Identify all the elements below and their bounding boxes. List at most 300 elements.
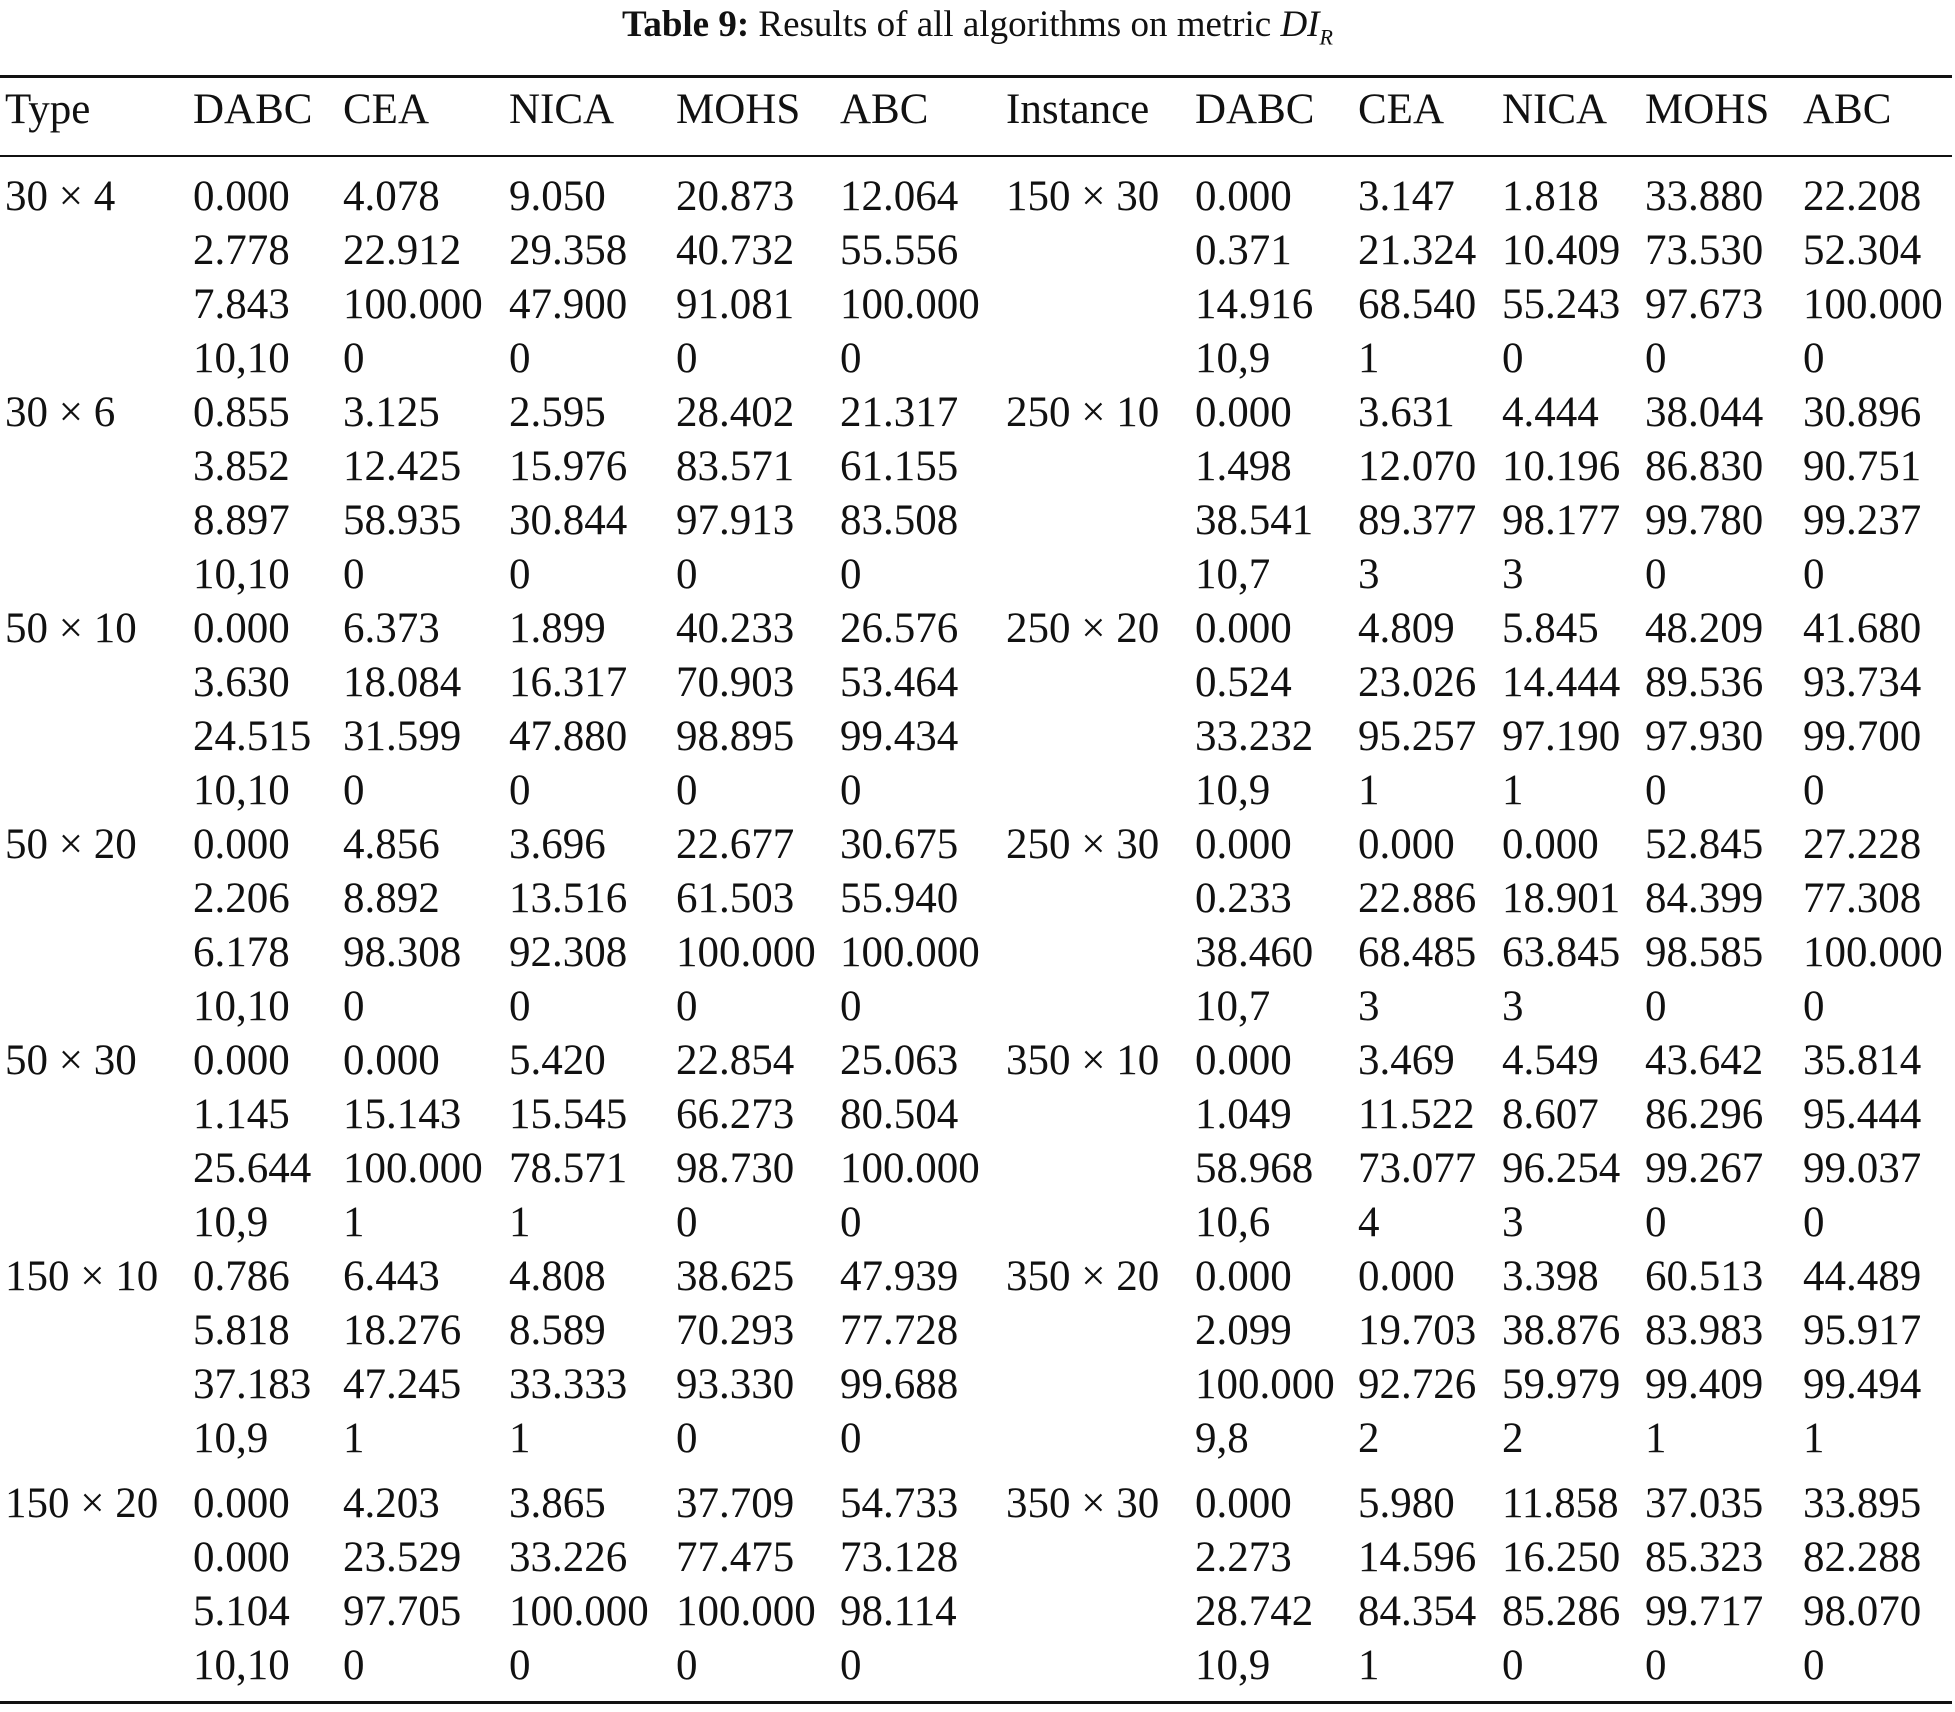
table-cell: 0 (509, 983, 531, 1030)
table-cell: 98.114 (840, 1588, 957, 1635)
table-cell: 93.734 (1803, 659, 1922, 706)
row-instance-label: 350 × 30 (1006, 1480, 1160, 1527)
table-cell: 3.696 (509, 821, 606, 868)
table-cell: 99.267 (1645, 1145, 1764, 1192)
table-cell: 77.308 (1803, 875, 1922, 922)
table-cell: 98.308 (343, 929, 462, 976)
table-cell: 97.930 (1645, 713, 1764, 760)
caption-metric (1280, 4, 1333, 50)
table-cell: 99.688 (840, 1361, 959, 1408)
table-cell: 0.000 (1195, 1253, 1292, 1300)
table-cell: 78.571 (509, 1145, 628, 1192)
table-cell: 86.830 (1645, 443, 1764, 490)
caption-metric-base: DI (1280, 4, 1320, 45)
table-cell: 14.596 (1358, 1534, 1477, 1581)
table-cell: 0 (840, 983, 862, 1030)
table-cell: 0.000 (193, 1480, 290, 1527)
table-cell: 18.901 (1502, 875, 1621, 922)
table-cell: 47.939 (840, 1253, 959, 1300)
column-header: DABC (193, 86, 313, 133)
table-cell: 55.243 (1502, 281, 1621, 328)
table-cell: 83.508 (840, 497, 959, 544)
table-cell: 38.460 (1195, 929, 1314, 976)
column-header: Instance (1006, 86, 1150, 133)
table-cell: 30.844 (509, 497, 628, 544)
table-cell: 16.250 (1502, 1534, 1621, 1581)
table-cell: 86.296 (1645, 1091, 1764, 1138)
table-cell: 61.155 (840, 443, 959, 490)
caption-text: Results of all algorithms on metric (758, 4, 1272, 45)
table-cell: 2.099 (1195, 1307, 1292, 1354)
table-cell: 1 (1358, 767, 1380, 814)
table-cell: 4.856 (343, 821, 440, 868)
table-cell: 0.000 (1195, 605, 1292, 652)
table-cell: 53.464 (840, 659, 959, 706)
row-type-label: 150 × 20 (5, 1480, 159, 1527)
table-cell: 28.742 (1195, 1588, 1314, 1635)
table-cell: 22.912 (343, 227, 462, 274)
table-cell: 8.897 (193, 497, 290, 544)
table-cell: 100.000 (1195, 1361, 1335, 1408)
table-cell: 10,7 (1195, 551, 1271, 598)
table-cell: 73.128 (840, 1534, 959, 1581)
table-cell: 0.000 (1502, 821, 1599, 868)
table-cell: 73.530 (1645, 227, 1764, 274)
table-cell: 92.726 (1358, 1361, 1477, 1408)
table-cell: 1.818 (1502, 173, 1599, 220)
table-cell: 33.226 (509, 1534, 628, 1581)
table-cell: 0.000 (1358, 821, 1455, 868)
table-cell: 77.475 (676, 1534, 795, 1581)
table-cell: 5.980 (1358, 1480, 1455, 1527)
table-cell: 0 (1803, 1642, 1825, 1689)
table-cell: 5.104 (193, 1588, 290, 1635)
table-cell: 0.000 (193, 1534, 290, 1581)
column-header: DABC (1195, 86, 1315, 133)
table-cell: 0.000 (1358, 1253, 1455, 1300)
table-cell: 3.630 (193, 659, 290, 706)
table-cell: 12.064 (840, 173, 959, 220)
table-cell: 2.273 (1195, 1534, 1292, 1581)
column-header: CEA (343, 86, 429, 133)
table-cell: 95.917 (1803, 1307, 1922, 1354)
table-cell: 10.409 (1502, 227, 1621, 274)
table-cell: 18.276 (343, 1307, 462, 1354)
table-cell: 26.576 (840, 605, 959, 652)
table-cell: 99.717 (1645, 1588, 1764, 1635)
table-cell: 4.078 (343, 173, 440, 220)
table-cell: 0.000 (1195, 821, 1292, 868)
table-cell: 9,8 (1195, 1415, 1249, 1462)
table-cell: 38.541 (1195, 497, 1314, 544)
table-cell: 0 (343, 983, 365, 1030)
table-cell: 1 (509, 1199, 531, 1246)
table-cell: 0 (509, 1642, 531, 1689)
table-cell: 10,10 (193, 983, 290, 1030)
column-header: MOHS (1645, 86, 1770, 133)
table-cell: 0 (676, 1415, 698, 1462)
table-cell: 77.728 (840, 1307, 959, 1354)
table-cell: 100.000 (676, 929, 816, 976)
table-cell: 22.677 (676, 821, 795, 868)
table-cell: 5.818 (193, 1307, 290, 1354)
table-cell: 44.489 (1803, 1253, 1922, 1300)
table-cell: 10,6 (1195, 1199, 1271, 1246)
table-cell: 58.968 (1195, 1145, 1314, 1192)
table-cell: 0 (343, 767, 365, 814)
table-cell: 100.000 (343, 281, 483, 328)
table-cell: 84.354 (1358, 1588, 1477, 1635)
table-cell: 98.070 (1803, 1588, 1922, 1635)
table-cell: 8.892 (343, 875, 440, 922)
table-cell: 0 (1645, 1199, 1667, 1246)
table-cell: 22.208 (1803, 173, 1922, 220)
row-instance-label: 350 × 20 (1006, 1253, 1160, 1300)
row-type-label: 50 × 20 (5, 821, 137, 868)
table-cell: 95.257 (1358, 713, 1477, 760)
table-cell: 83.983 (1645, 1307, 1764, 1354)
table-cell: 0 (509, 767, 531, 814)
table-cell: 0.000 (193, 821, 290, 868)
table-cell: 11.858 (1502, 1480, 1619, 1527)
table-cell: 100.000 (1803, 281, 1943, 328)
table-cell: 54.733 (840, 1480, 959, 1527)
table-cell: 35.814 (1803, 1037, 1922, 1084)
table-cell: 4.809 (1358, 605, 1455, 652)
table-cell: 3.125 (343, 389, 440, 436)
table-cell: 0 (1803, 1199, 1825, 1246)
table-cell: 0 (676, 551, 698, 598)
table-cell: 1 (343, 1199, 365, 1246)
table-cell: 89.377 (1358, 497, 1477, 544)
table-cell: 99.494 (1803, 1361, 1922, 1408)
table-cell: 100.000 (1803, 929, 1943, 976)
table-cell: 30.896 (1803, 389, 1922, 436)
table-cell: 0 (343, 551, 365, 598)
table-cell: 24.515 (193, 713, 312, 760)
table-cell: 3.147 (1358, 173, 1455, 220)
table-cell: 5.420 (509, 1037, 606, 1084)
table-cell: 1.498 (1195, 443, 1292, 490)
table-cell: 82.288 (1803, 1534, 1922, 1581)
table-cell: 100.000 (840, 929, 980, 976)
table-cell: 10,10 (193, 335, 290, 382)
table-cell: 98.177 (1502, 497, 1621, 544)
table-cell: 3 (1502, 1199, 1524, 1246)
table-cell: 1.899 (509, 605, 606, 652)
table-cell: 6.443 (343, 1253, 440, 1300)
table-cell: 3.398 (1502, 1253, 1599, 1300)
table-cell: 25.644 (193, 1145, 312, 1192)
table-cell: 0 (343, 1642, 365, 1689)
table-cell: 97.673 (1645, 281, 1764, 328)
table-cell: 70.293 (676, 1307, 795, 1354)
table-cell: 3.865 (509, 1480, 606, 1527)
column-header: MOHS (676, 86, 801, 133)
table-bottom-rule (0, 1701, 1952, 1704)
table-cell: 22.854 (676, 1037, 795, 1084)
table-cell: 98.730 (676, 1145, 795, 1192)
table-cell: 4.808 (509, 1253, 606, 1300)
table-cell: 58.935 (343, 497, 462, 544)
table-cell: 0 (1645, 983, 1667, 1030)
table-cell: 99.434 (840, 713, 959, 760)
table-cell: 1.145 (193, 1091, 290, 1138)
table-cell: 83.571 (676, 443, 795, 490)
table-cell: 1 (1358, 335, 1380, 382)
table-cell: 0 (1645, 335, 1667, 382)
table-cell: 3.469 (1358, 1037, 1455, 1084)
table-cell: 0 (1803, 767, 1825, 814)
table-cell: 100.000 (676, 1588, 816, 1635)
table-cell: 33.880 (1645, 173, 1764, 220)
table-cell: 85.286 (1502, 1588, 1621, 1635)
table-cell: 21.324 (1358, 227, 1477, 274)
table-cell: 52.845 (1645, 821, 1764, 868)
table-cell: 37.709 (676, 1480, 795, 1527)
table-cell: 0.000 (193, 1037, 290, 1084)
table-cell: 38.625 (676, 1253, 795, 1300)
table-cell: 52.304 (1803, 227, 1922, 274)
table-cell: 10,7 (1195, 983, 1271, 1030)
table-cell: 10,9 (1195, 1642, 1271, 1689)
table-cell: 0.000 (1195, 1480, 1292, 1527)
table-cell: 98.585 (1645, 929, 1764, 976)
table-cell: 0 (509, 335, 531, 382)
table-cell: 0 (1803, 983, 1825, 1030)
table-cell: 0.786 (193, 1253, 290, 1300)
table-cell: 16.317 (509, 659, 628, 706)
table-cell: 59.979 (1502, 1361, 1621, 1408)
table-cell: 92.308 (509, 929, 628, 976)
table-cell: 68.485 (1358, 929, 1477, 976)
table-cell: 23.529 (343, 1534, 462, 1581)
table-cell: 10.196 (1502, 443, 1621, 490)
table-cell: 60.513 (1645, 1253, 1764, 1300)
table-cell: 0 (840, 1199, 862, 1246)
table-cell: 4 (1358, 1199, 1380, 1246)
caption-metric-sub: R (1319, 24, 1333, 50)
table-cell: 100.000 (840, 1145, 980, 1192)
table-cell: 0.000 (193, 605, 290, 652)
table-cell: 14.916 (1195, 281, 1314, 328)
table-cell: 27.228 (1803, 821, 1922, 868)
row-type-label: 50 × 10 (5, 605, 137, 652)
table-cell: 0.000 (193, 173, 290, 220)
column-header: NICA (509, 86, 615, 133)
table-cell: 15.143 (343, 1091, 462, 1138)
table-cell: 99.037 (1803, 1145, 1922, 1192)
table-cell: 41.680 (1803, 605, 1922, 652)
table-cell: 4.549 (1502, 1037, 1599, 1084)
table-cell: 37.183 (193, 1361, 312, 1408)
table-cell: 61.503 (676, 875, 795, 922)
table-cell: 0 (1803, 335, 1825, 382)
table-cell: 0 (1502, 335, 1524, 382)
table-cell: 10,10 (193, 767, 290, 814)
table-cell: 0.524 (1195, 659, 1292, 706)
table-cell: 80.504 (840, 1091, 959, 1138)
table-cell: 63.845 (1502, 929, 1621, 976)
table-cell: 0 (840, 335, 862, 382)
table-cell: 0 (676, 983, 698, 1030)
table-cell: 3.631 (1358, 389, 1455, 436)
table-cell: 1 (509, 1415, 531, 1462)
table-cell: 70.903 (676, 659, 795, 706)
row-instance-label: 350 × 10 (1006, 1037, 1160, 1084)
table-cell: 90.751 (1803, 443, 1922, 490)
table-cell: 5.845 (1502, 605, 1599, 652)
table-cell: 22.886 (1358, 875, 1477, 922)
table-cell: 0 (1645, 1642, 1667, 1689)
table-cell: 37.035 (1645, 1480, 1764, 1527)
table-cell: 7.843 (193, 281, 290, 328)
table-cell: 38.044 (1645, 389, 1764, 436)
table-cell: 97.190 (1502, 713, 1621, 760)
table-cell: 47.900 (509, 281, 628, 328)
table-cell: 84.399 (1645, 875, 1764, 922)
table-cell: 1 (1502, 767, 1524, 814)
table-cell: 19.703 (1358, 1307, 1477, 1354)
table-cell: 3 (1358, 551, 1380, 598)
table-cell: 0.000 (343, 1037, 440, 1084)
table-cell: 100.000 (343, 1145, 483, 1192)
table-cell: 6.178 (193, 929, 290, 976)
column-header: CEA (1358, 86, 1444, 133)
row-instance-label: 250 × 30 (1006, 821, 1160, 868)
table-cell: 99.409 (1645, 1361, 1764, 1408)
table-cell: 15.545 (509, 1091, 628, 1138)
table-cell: 0.000 (1195, 1037, 1292, 1084)
table-cell: 2 (1502, 1415, 1524, 1462)
table-cell: 3 (1502, 983, 1524, 1030)
table-cell: 0 (1645, 551, 1667, 598)
table-cell: 0 (1803, 551, 1825, 598)
table-cell: 73.077 (1358, 1145, 1477, 1192)
table-cell: 48.209 (1645, 605, 1764, 652)
table-cell: 33.333 (509, 1361, 628, 1408)
table-cell: 10,10 (193, 1642, 290, 1689)
row-instance-label: 250 × 20 (1006, 605, 1160, 652)
table-cell: 29.358 (509, 227, 628, 274)
table-cell: 1.049 (1195, 1091, 1292, 1138)
table-cell: 15.976 (509, 443, 628, 490)
table-caption (0, 0, 1955, 62)
table-cell: 0.233 (1195, 875, 1292, 922)
table-cell: 2.206 (193, 875, 290, 922)
table-cell: 1 (343, 1415, 365, 1462)
table-cell: 6.373 (343, 605, 440, 652)
table-cell: 93.330 (676, 1361, 795, 1408)
table-cell: 1 (1645, 1415, 1667, 1462)
table-cell: 21.317 (840, 389, 959, 436)
table-cell: 25.063 (840, 1037, 959, 1084)
column-header: NICA (1502, 86, 1608, 133)
column-header: Type (5, 86, 91, 133)
table-cell: 4.203 (343, 1480, 440, 1527)
table-cell: 18.084 (343, 659, 462, 706)
table-cell: 96.254 (1502, 1145, 1621, 1192)
table-cell: 97.913 (676, 497, 795, 544)
table-cell: 3 (1358, 983, 1380, 1030)
table-cell: 8.589 (509, 1307, 606, 1354)
table-cell: 100.000 (840, 281, 980, 328)
table-cell: 11.522 (1358, 1091, 1475, 1138)
table-cell: 0 (1645, 767, 1667, 814)
table-cell: 99.237 (1803, 497, 1922, 544)
table-cell: 1 (1358, 1642, 1380, 1689)
table-cell: 0 (1502, 1642, 1524, 1689)
table-cell: 33.232 (1195, 713, 1314, 760)
table-cell: 47.880 (509, 713, 628, 760)
column-header: ABC (1803, 86, 1892, 133)
row-instance-label: 250 × 10 (1006, 389, 1160, 436)
table-cell: 2 (1358, 1415, 1380, 1462)
table-cell: 47.245 (343, 1361, 462, 1408)
table-cell: 3.852 (193, 443, 290, 490)
table-cell: 9.050 (509, 173, 606, 220)
table-cell: 99.780 (1645, 497, 1764, 544)
table-cell: 0.855 (193, 389, 290, 436)
table-cell: 12.070 (1358, 443, 1477, 490)
table-cell: 0 (840, 1642, 862, 1689)
table-cell: 28.402 (676, 389, 795, 436)
table-cell: 30.675 (840, 821, 959, 868)
table-cell: 55.556 (840, 227, 959, 274)
table-cell: 3 (1502, 551, 1524, 598)
table-cell: 12.425 (343, 443, 462, 490)
table-cell: 10,9 (1195, 335, 1271, 382)
table-cell: 10,9 (1195, 767, 1271, 814)
table-cell: 33.895 (1803, 1480, 1922, 1527)
table-cell: 0 (840, 1415, 862, 1462)
table-cell: 2.595 (509, 389, 606, 436)
column-header: ABC (840, 86, 929, 133)
table-cell: 10,9 (193, 1415, 269, 1462)
table-cell: 0 (676, 1199, 698, 1246)
row-type-label: 30 × 4 (5, 173, 116, 220)
table-cell: 40.732 (676, 227, 795, 274)
table-cell: 13.516 (509, 875, 628, 922)
caption-label: Table 9: (622, 4, 750, 45)
row-type-label: 150 × 10 (5, 1253, 159, 1300)
table-cell: 1 (1803, 1415, 1825, 1462)
table-cell: 98.895 (676, 713, 795, 760)
table-cell: 8.607 (1502, 1091, 1599, 1138)
table-cell: 0 (676, 767, 698, 814)
table-cell: 100.000 (509, 1588, 649, 1635)
row-type-label: 30 × 6 (5, 389, 116, 436)
table-header-rule (0, 155, 1952, 157)
table-cell: 0 (676, 1642, 698, 1689)
table-cell: 0.371 (1195, 227, 1292, 274)
table-cell: 0 (840, 551, 862, 598)
table-cell: 85.323 (1645, 1534, 1764, 1581)
table-cell: 0 (509, 551, 531, 598)
table-cell: 2.778 (193, 227, 290, 274)
table-cell: 89.536 (1645, 659, 1764, 706)
table-cell: 0 (343, 335, 365, 382)
table-cell: 38.876 (1502, 1307, 1621, 1354)
row-instance-label: 150 × 30 (1006, 173, 1160, 220)
table-cell: 20.873 (676, 173, 795, 220)
table-cell: 43.642 (1645, 1037, 1764, 1084)
table-cell: 55.940 (840, 875, 959, 922)
table-cell: 23.026 (1358, 659, 1477, 706)
table-cell: 10,10 (193, 551, 290, 598)
table-cell: 31.599 (343, 713, 462, 760)
table-cell: 40.233 (676, 605, 795, 652)
